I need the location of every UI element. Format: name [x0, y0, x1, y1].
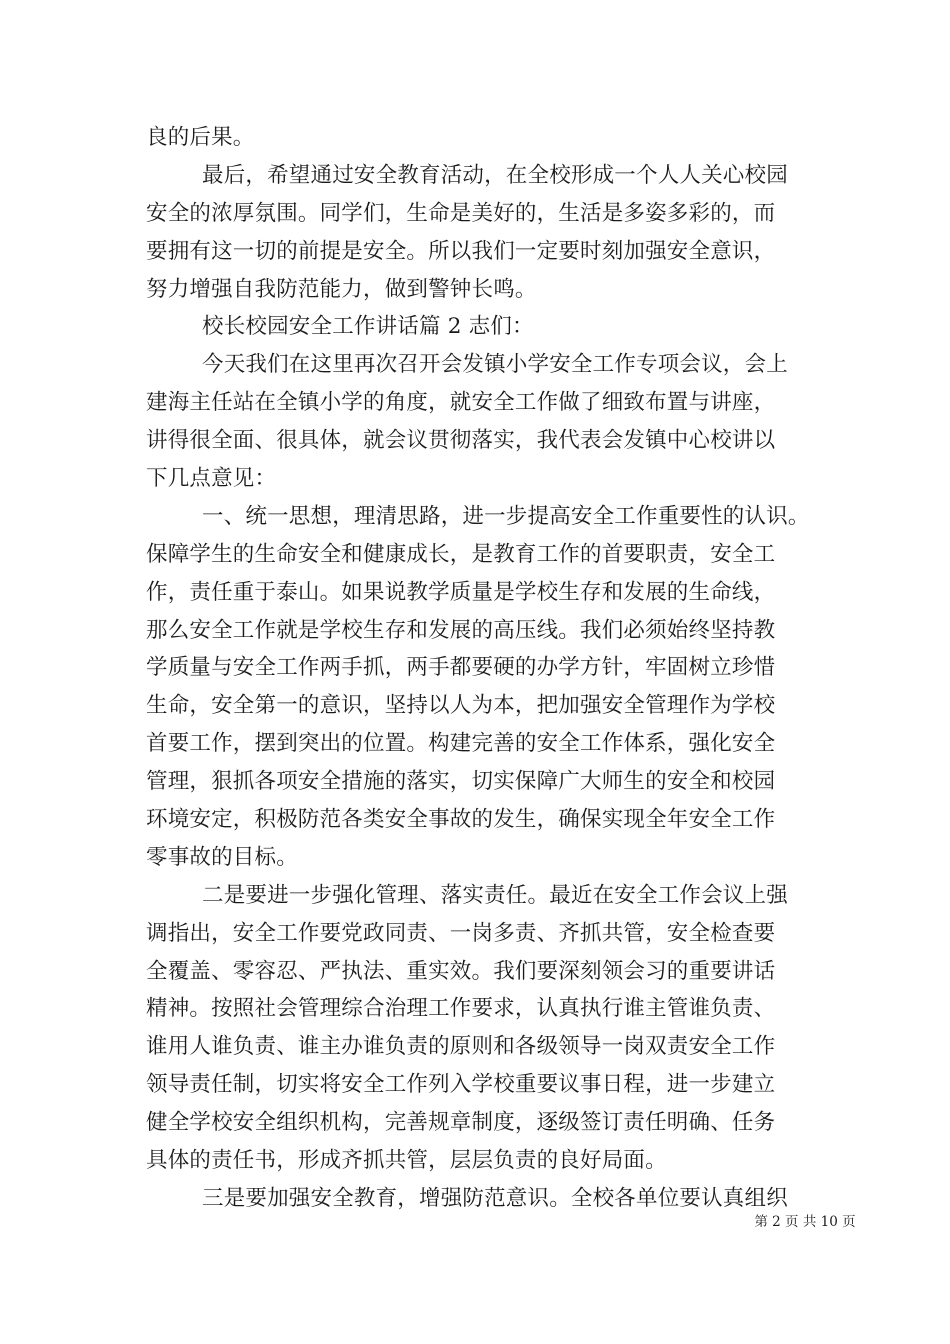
text-line: 讲得很全面、很具体，就会议贯彻落实，我代表会发镇中心校讲以	[146, 428, 776, 454]
text-line: 努力增强自我防范能力，做到警钟长鸣。	[146, 276, 537, 302]
text-line: 下几点意见：	[146, 466, 277, 492]
text-line: 三是要加强安全教育，增强防范意识。全校各单位要认真组织	[202, 1185, 788, 1211]
page-footer	[0, 1212, 950, 1232]
text-line: 二是要进一步强化管理、落实责任。最近在安全工作会议上强	[202, 882, 788, 908]
text-line: 作，责任重于泰山。如果说教学质量是学校生存和发展的生命线，	[146, 579, 776, 605]
text-line: 保障学生的生命安全和健康成长，是教育工作的首要职责，安全工	[146, 541, 776, 567]
text-line: 精神。按照社会管理综合治理工作要求，认真执行谁主管谁负责、	[146, 996, 776, 1022]
text-line: 全覆盖、零容忍、严执法、重实效。我们要深刻领会习的重要讲话	[146, 958, 776, 984]
text-line: 今天我们在这里再次召开会发镇小学安全工作专项会议，会上	[202, 352, 788, 378]
text-line: 谁用人谁负责、谁主办谁负责的原则和各级领导一岗双责安全工作	[146, 1034, 776, 1060]
text-line: 安全的浓厚氛围。同学们，生命是美好的，生活是多姿多彩的，而	[146, 200, 776, 226]
text-line: 具体的责任书，形成齐抓共管，层层负责的良好局面。	[146, 1148, 667, 1174]
text-line: 良的后果。	[146, 125, 255, 150]
section-heading: 校长校园安全工作讲话篇 2 志们：	[202, 314, 534, 340]
text-line: 学质量与安全工作两手抓，两手都要硬的办学方针，牢固树立珍惜	[146, 655, 776, 681]
text-line: 零事故的目标。	[146, 844, 298, 870]
document-body	[146, 119, 826, 1218]
text-line: 生命，安全第一的意识，坚持以人为本，把加强安全管理作为学校	[146, 693, 776, 719]
page-number: 第 2 页 共 10 页	[754, 1214, 856, 1230]
text-line: 要拥有这一切的前提是安全。所以我们一定要时刻加强安全意识，	[146, 238, 776, 264]
text-line: 领导责任制，切实将安全工作列入学校重要议事日程，进一步建立	[146, 1072, 776, 1098]
text-line: 健全学校安全组织机构，完善规章制度，逐级签订责任明确、任务	[146, 1110, 776, 1136]
text-line: 管理，狠抓各项安全措施的落实，切实保障广大师生的安全和校园	[146, 769, 776, 795]
text-line: 环境安定，积极防范各类安全事故的发生，确保实现全年安全工作	[146, 807, 776, 833]
text-line: 调指出，安全工作要党政同责、一岗多责、齐抓共管，安全检查要	[146, 920, 776, 946]
text-line: 一、统一思想，理清思路，进一步提高安全工作重要性的认识。	[202, 503, 810, 529]
text-line: 建海主任站在全镇小学的角度，就安全工作做了细致布置与讲座，	[146, 390, 776, 416]
text-line: 最后，希望通过安全教育活动，在全校形成一个人人关心校园	[202, 162, 788, 188]
text-line: 那么安全工作就是学校生存和发展的高压线。我们必须始终坚持教	[146, 617, 776, 643]
text-line: 首要工作，摆到突出的位置。构建完善的安全工作体系，强化安全	[146, 731, 776, 757]
